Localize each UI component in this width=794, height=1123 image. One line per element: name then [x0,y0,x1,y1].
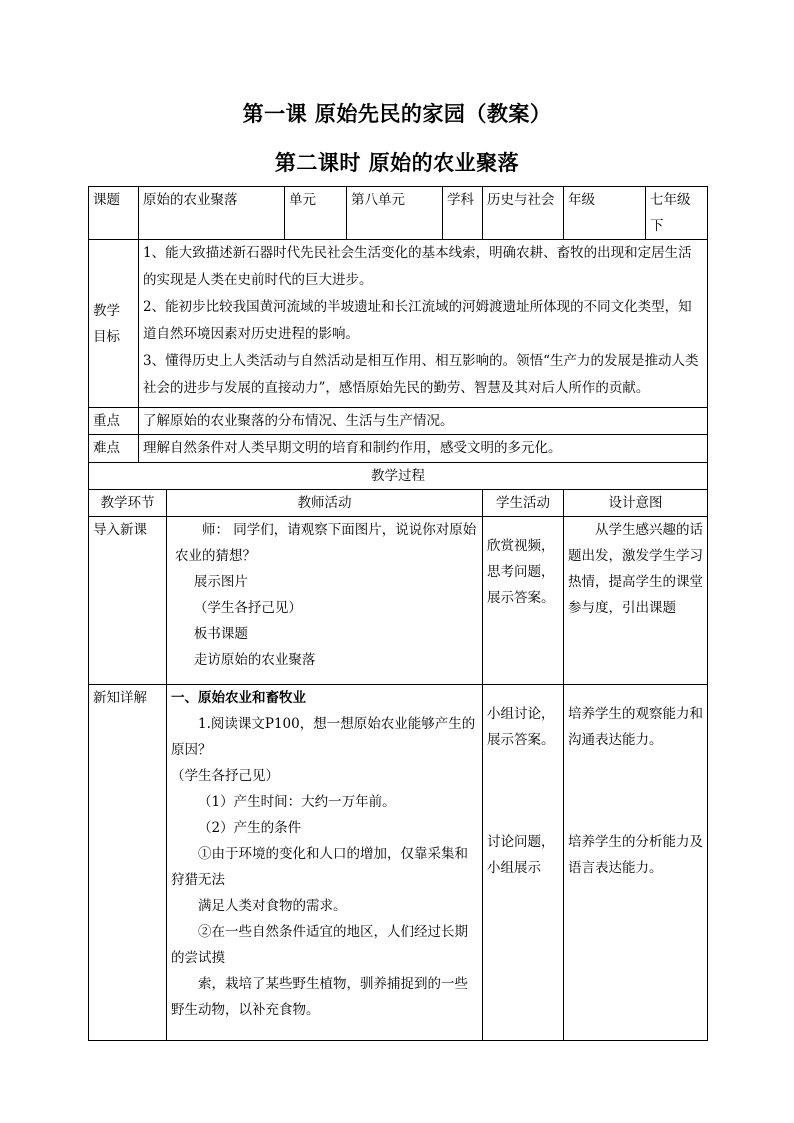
goal-item: 2、能初步比较我国黄河流域的半坡遗址和长江流域的河姆渡遗址所体现的不同文化类型，知道自然环境因素对历史进程的影响。 [143,299,692,342]
key-point-text: 了解原始的农业聚落的分布情况、生活与生产情况。 [139,408,708,435]
document-title: 第一课 原始先民的家园（教案） [242,101,552,126]
intro-teacher-line: 板书课题 [193,626,248,642]
new-teacher [167,685,483,1041]
goals-row [89,240,708,408]
header-student: 学生活动 [483,490,564,517]
subject-label: 学科 [443,187,483,240]
intro-student [483,517,564,685]
intro-row [89,517,708,685]
new-intent [564,685,708,1041]
unit-label: 单元 [285,187,347,240]
process-title-row [89,463,708,490]
topic-label: 课题 [89,187,139,240]
new-intent-text-2: 培养学生的分析能力及语言表达能力。 [568,834,703,876]
goals-label-line-2: 目标 [93,328,120,345]
goal-item: 1、能大致描述新石器时代先民社会生活变化的基本线索，明确农耕、畜牧的出现和定居生活的实现是人类在史前时代的巨大进步。 [143,245,692,288]
process-header-row [89,490,708,517]
intro-intent-text: 从学生感兴趣的话题出发，激发学生学习热情，提高学生的课堂参与度，引出课题 [568,522,703,616]
new-intent-text-1: 培养学生的观察能力和沟通表达能力。 [568,706,703,748]
new-teacher-line: ①由于环境的变化和人口的增加，仅靠采集和狩猎无法 [171,846,468,888]
intro-intent [564,517,708,685]
unit-value: 第八单元 [347,187,443,240]
key-point-label: 重点 [89,408,139,435]
lesson-plan-table [88,186,708,1041]
intro-teacher-line: 走访原始的农业聚落 [193,652,316,668]
goals-label [89,240,139,408]
goals-content [139,240,708,408]
intro-teacher-line: （学生各抒己见） [193,600,302,616]
new-student-text-1: 小组讨论，展示答案。 [487,706,555,748]
difficulty-text: 理解自然条件对人类早期文明的培育和制约作用，感受文明的多元化。 [139,435,708,463]
header-intent: 设计意图 [564,490,708,517]
grade-value: 七年级下 [646,187,708,240]
key-point-row [89,408,708,435]
new-teacher-line: 1.阅读课文P100，想一想原始农业能够产生的原因？ [171,716,476,758]
intro-teacher [167,517,483,685]
intro-student-text: 欣赏视频，思考问题，展示答案。 [487,538,555,606]
new-teacher-line: ②在一些自然条件适宜的地区，人们经过长期的尝试摸 [171,924,468,966]
intro-teacher-line: 展示图片 [193,574,248,590]
difficulty-label: 难点 [89,435,139,463]
document-subtitle: 第二课时 原始的农业聚落 [274,150,520,175]
new-teacher-line: 索，栽培了某些野生植物，驯养捕捉到的一些野生动物，以补充食物。 [171,976,468,1018]
intro-stage: 导入新课 [89,517,167,685]
intro-teacher-line: 师： 同学们，请观察下面图片，说说你对原始农业的猜想？ [175,522,477,564]
process-title: 教学过程 [89,463,708,490]
new-teacher-line: 满足人类对食物的需求。 [198,898,347,914]
new-teacher-line: （1）产生时间：大约一万年前。 [198,794,396,810]
subject-value: 历史与社会 [483,187,564,240]
new-stage: 新知详解 [89,685,167,1041]
header-stage: 教学环节 [89,490,167,517]
new-student [483,685,564,1041]
new-teacher-line: （学生各抒己见） [171,768,279,784]
topic-value: 原始的农业聚落 [139,187,285,240]
info-row [89,187,708,240]
goals-label-line-1: 教学 [93,302,120,319]
header-teacher: 教师活动 [167,490,483,517]
goal-item: 3、懂得历史上人类活动与自然活动是相互作用、相互影响的。领悟“生产力的发展是推动人类社会的进步与发展的直接动力”，感悟原始先民的勤劳、智慧及其对后人所作的贡献。 [143,353,699,396]
difficulty-row [89,435,708,463]
new-heading: 一、原始农业和畜牧业 [171,690,306,706]
new-teacher-line: （2）产生的条件 [198,820,302,836]
new-student-text-2: 讨论问题，小组展示 [487,834,555,876]
grade-label: 年级 [564,187,646,240]
new-knowledge-row [89,685,708,1041]
